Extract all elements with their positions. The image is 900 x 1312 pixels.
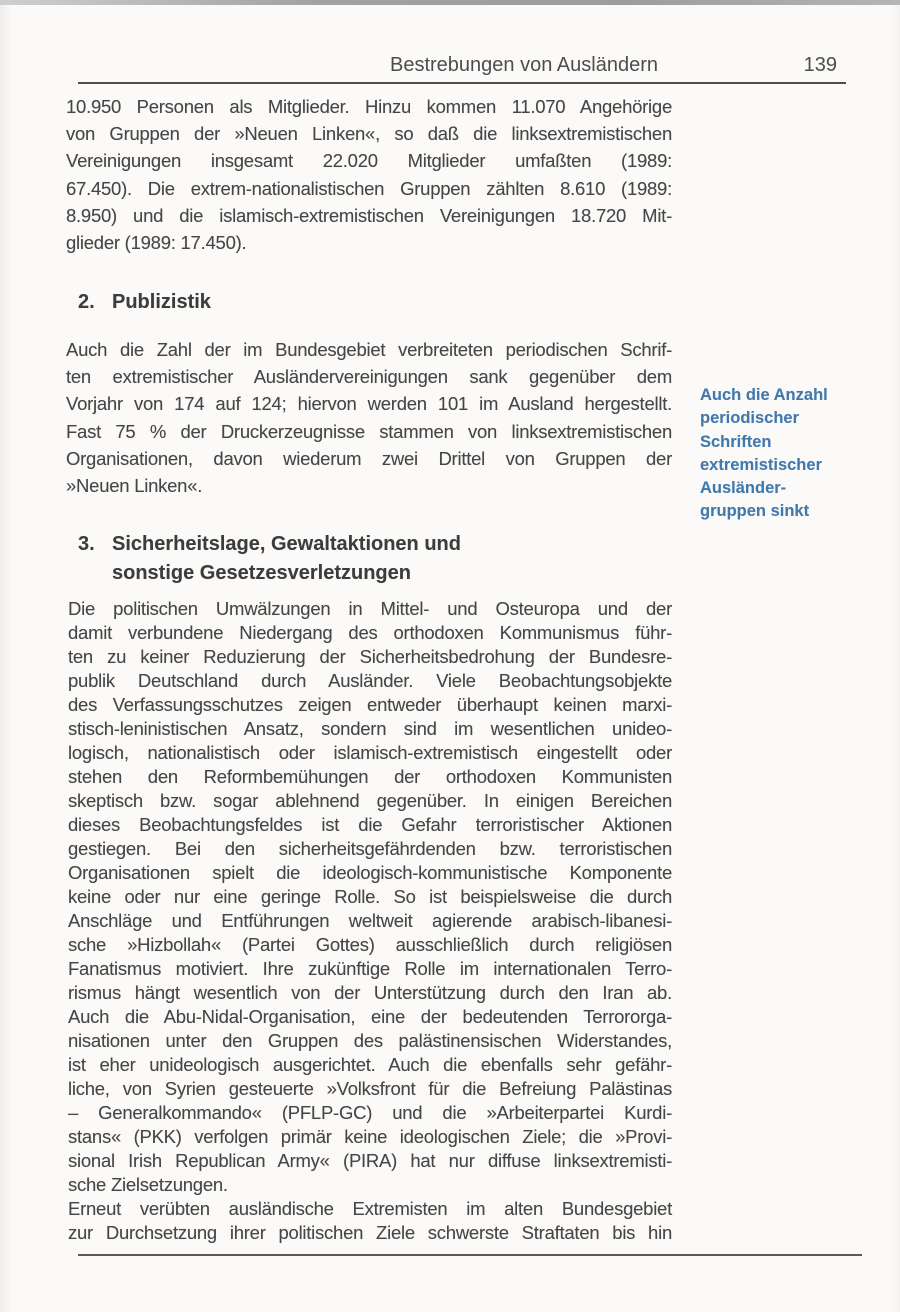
text-line: Vereinigungen insgesamt 22.020 Mitglieder umfaßten (1989: (66, 150, 672, 172)
text-line: Vorjahr von 174 auf 124; hiervon werden 101 im Ausland hergestellt. (66, 393, 672, 415)
text-line: stisch-leninistischen Ansatz, sondern sind im wesentlichen unideo- (68, 718, 672, 739)
text-line: damit verbundene Niedergang des orthodoxen Kommunismus führ- (68, 622, 672, 643)
text-line: ten extremistischer Ausländervereinigungen sank gegenüber dem (66, 366, 672, 388)
text-line: 10.950 Personen als Mitglieder. Hinzu kommen 11.070 Angehörige (66, 96, 672, 117)
paragraph-sicherheitslage (68, 597, 672, 1245)
text-line: liche, von Syrien gesteuerte »Volksfront für die Befreiung Palästinas (68, 1078, 672, 1099)
text-line: publik Deutschland durch Ausländer. Viele Beobachtungsobjekte (68, 670, 672, 691)
text-line: Auch die Anzahl (700, 386, 828, 404)
section-number: 2. (78, 291, 95, 313)
text-line: periodischer (700, 409, 800, 428)
text-line: gruppen sinkt (700, 502, 810, 521)
text-line: sche Zielsetzungen. (68, 1174, 228, 1195)
section-heading-sicherheitslage (78, 530, 461, 588)
text-line: Anschläge und Entführungen weltweit agierende arabisch-libanesi- (68, 910, 672, 931)
text-line: Die politischen Umwälzungen in Mittel- und Osteuropa und der (68, 598, 672, 619)
section-heading-publizistik (78, 288, 211, 317)
text-line: stans« (PKK) verfolgen primär keine ideologischen Ziele; die »Provi- (68, 1126, 672, 1147)
text-line: dieses Beobachtungsfeldes ist die Gefahr terroristischer Aktionen (68, 814, 672, 835)
scan-edge-artifact (0, 0, 900, 5)
footer-rule (78, 1254, 862, 1256)
running-header-title: Bestrebungen von Ausländern (390, 54, 658, 76)
text-line: ten zu keiner Reduzierung der Sicherheitsbedrohung der Bundesre- (68, 646, 672, 667)
text-line: Schriften (700, 432, 772, 451)
header-rule (78, 82, 846, 84)
text-line: Fanatismus motiviert. Ihre zukünftige Rolle im internationalen Terro- (68, 958, 672, 979)
text-line: stehen den Reformbemühungen der orthodoxen Kommunisten (68, 766, 672, 787)
paragraph-membership-figures (66, 93, 672, 256)
page-number: 139 (803, 54, 837, 76)
text-line: zur Durchsetzung ihrer politischen Ziele schwerste Straftaten bis hin (68, 1222, 672, 1243)
text-line: nisationen unter den Gruppen des palästinensischen Widerstandes, (68, 1030, 672, 1051)
section-title-line2: sonstige Gesetzesverletzungen (112, 562, 411, 584)
text-line: Erneut verübten ausländische Extremisten im alten Bundesgebiet (68, 1198, 672, 1219)
text-line: skeptisch bzw. sogar ablehnend gegenüber. In einigen Bereichen (68, 790, 672, 811)
text-line: Ausländer- (700, 479, 787, 498)
text-line: sche »Hizbollah« (Partei Gottes) ausschließlich durch religiösen (68, 934, 672, 955)
section-number: 3. (78, 533, 95, 555)
text-line: Auch die Zahl der im Bundesgebiet verbreiteten periodischen Schrif- (66, 339, 672, 360)
text-line: 67.450). Die extrem-nationalistischen Gruppen zählten 8.610 (1989: (66, 177, 672, 199)
section-title-line1: Sicherheitslage, Gewaltaktionen und (112, 533, 461, 555)
section-title (112, 530, 461, 588)
text-line: rismus hängt wesentlich von der Unterstützung durch den Iran ab. (68, 982, 672, 1003)
text-line: »Neuen Linken«. (66, 475, 203, 497)
text-line: Fast 75 % der Druckerzeugnisse stammen von linksextremistischen (66, 420, 672, 442)
text-line: extremistischer (700, 455, 822, 474)
text-line: des Verfassungsschutzes zeigen entweder überhaupt keinen marxi- (68, 694, 672, 715)
text-line: – Generalkommando« (PFLP-GC) und die »Arbeiterpartei Kurdi- (68, 1102, 672, 1123)
text-line: Organisationen, davon wiederum zwei Drittel von Gruppen der (66, 447, 672, 469)
running-header (0, 54, 900, 78)
text-line: Auch die Abu-Nidal-Organisation, eine der bedeutenden Terrororga- (68, 1006, 672, 1027)
section-title: Publizistik (112, 291, 211, 313)
paragraph-publizistik (66, 336, 672, 499)
text-line: 8.950) und die islamisch-extremistischen Vereinigungen 18.720 Mit- (66, 204, 672, 226)
margin-note-periodische-schriften (700, 384, 878, 524)
text-line: logisch, nationalistisch oder islamisch-extremistisch eingestellt oder (68, 742, 672, 763)
text-line: sional Irish Republican Army« (PIRA) hat nur diffuse linksextremisti- (68, 1150, 672, 1171)
text-line: gestiegen. Bei den sicherheitsgefährdenden bzw. terroristischen (68, 838, 672, 859)
text-line: ist eher unideologisch ausgerichtet. Auch die ebenfalls sehr gefähr- (68, 1054, 672, 1075)
text-line: Organisationen spielt die ideologisch-kommunistische Komponente (68, 862, 672, 883)
text-line: von Gruppen der »Neuen Linken«, so daß die linksextremistischen (66, 123, 672, 145)
text-line: keine oder nur eine geringe Rolle. So ist beispielsweise die durch (68, 886, 672, 907)
text-line: glieder (1989: 17.450). (66, 232, 247, 254)
